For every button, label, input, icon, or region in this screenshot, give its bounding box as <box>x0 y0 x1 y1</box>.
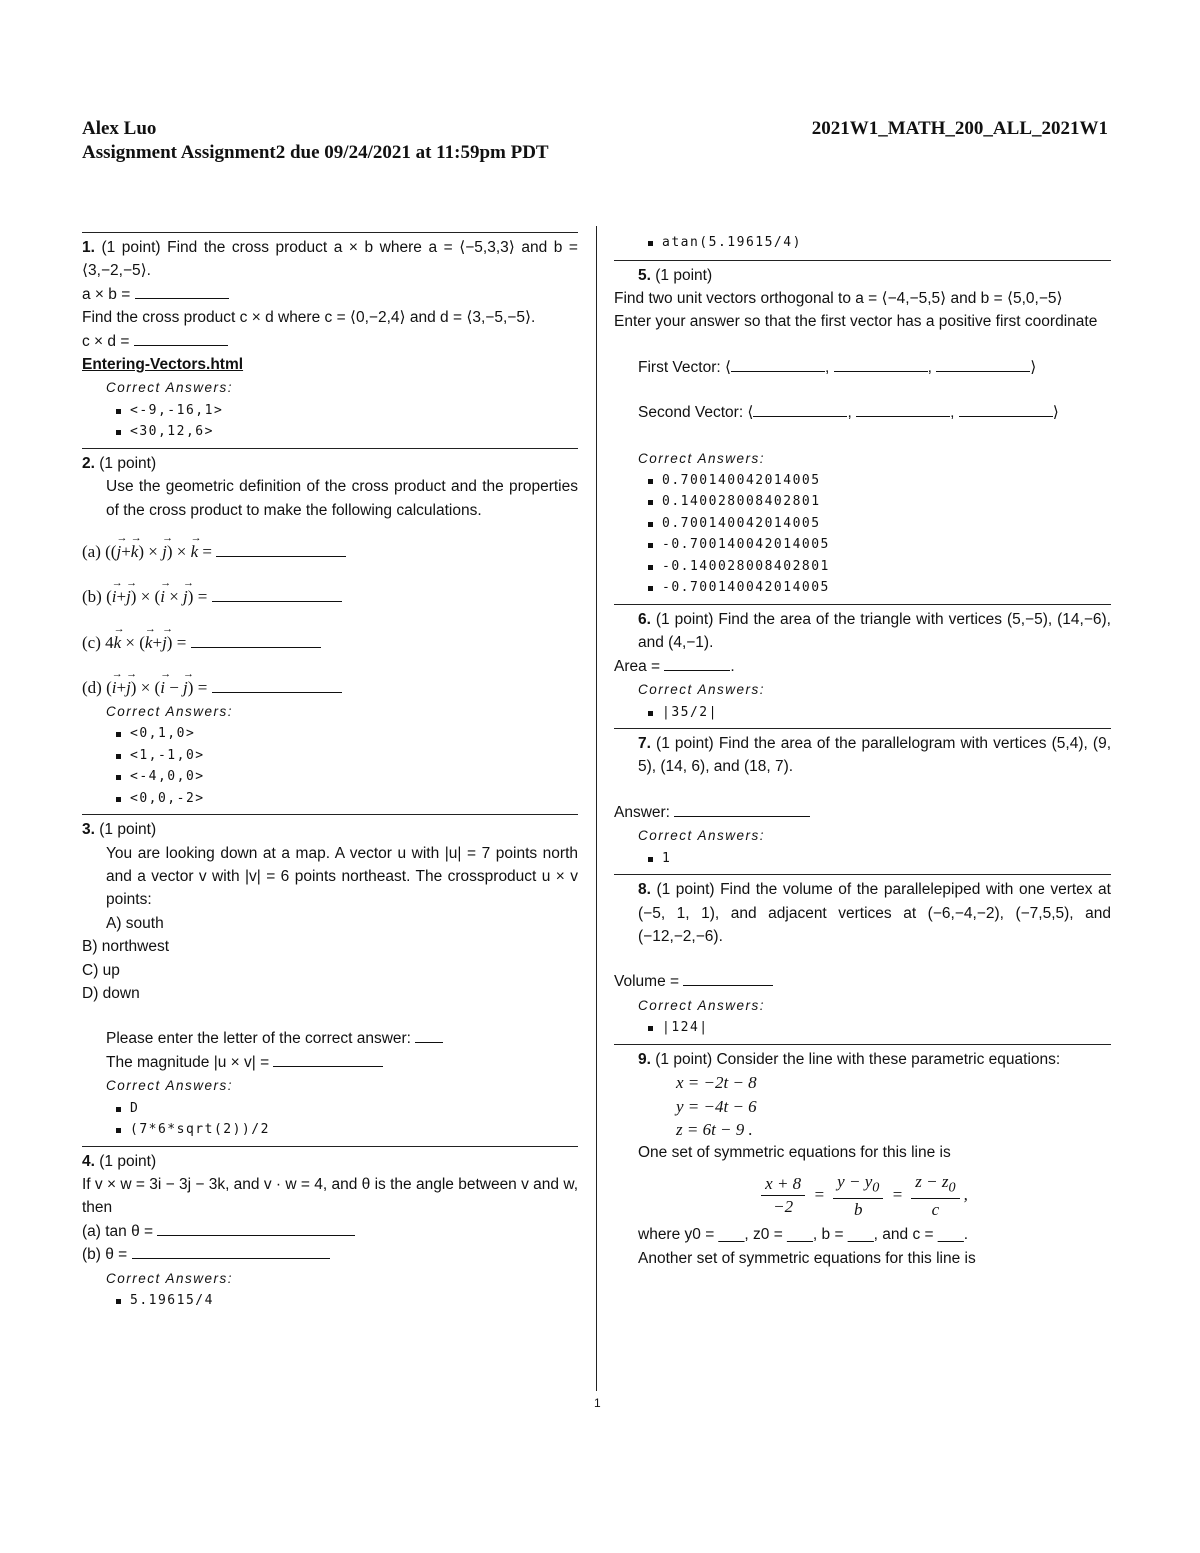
answer-list <box>614 470 1111 599</box>
first-vector-row: First Vector: ⟨ , , ⟩ <box>614 356 1111 379</box>
volume-blank[interactable] <box>683 970 773 986</box>
part-a-label: (a) tan θ = <box>82 1222 154 1240</box>
option-d: D) down <box>82 984 140 1002</box>
problem-number: 9. <box>638 1050 651 1068</box>
answer-list <box>614 848 1111 870</box>
entering-vectors-link[interactable]: Entering-Vectors.html <box>82 356 244 374</box>
right-column <box>614 232 1111 1275</box>
second-vector-x[interactable] <box>753 401 847 417</box>
magnitude-blank[interactable] <box>273 1051 383 1067</box>
problem-number: 7. <box>638 735 651 753</box>
problem-7: 7. (1 point) Find the area of the parallelogram with vertices (5,4), (9, 5), (14, 6), and (18, 7). Answer: Correct Answers: 1 <box>614 728 1111 869</box>
answer-item: atan(5.19615/4) <box>662 232 1111 254</box>
answer-item: |35/2| <box>662 702 1111 724</box>
problem-text: Find the area of the parallelogram with vertices (5,4), (9, 5), (14, 6), and (18, 7). <box>638 735 1112 776</box>
answer-item: -0.700140042014005 <box>662 577 1111 599</box>
correct-answers-label: Correct Answers: <box>106 1078 234 1094</box>
answer-item: <-4,0,0> <box>130 766 578 788</box>
answer-item: 0.140028008402801 <box>662 491 1111 513</box>
letter-prompt: Please enter the letter of the correct answer: <box>106 1030 411 1048</box>
problem-6: 6. (1 point) Find the area of the triangle with vertices (5,−5), (14,−6), and (4,−1). Area = . Correct Answers: |35/2| <box>614 604 1111 723</box>
problem-number: 5. <box>638 266 651 284</box>
second-vector-z[interactable] <box>959 401 1053 417</box>
equation-z: z = 6t − 9 . <box>676 1119 753 1139</box>
problem-text-b: Find the cross product c × d where c = ⟨0,−2,4⟩ and d = ⟨3,−5,−5⟩. <box>82 309 536 327</box>
answer-list <box>82 1290 578 1312</box>
symmetric-equation: $\frac{x + 8}{-2}$ = $\frac{y - y_0}{b}$ = $\frac{z - z_0}{c}$ , <box>614 1171 1111 1221</box>
equation-x: x = −2t − 8 <box>676 1073 757 1093</box>
instruction: Enter your answer so that the first vector has a positive first coordinate <box>614 313 1098 331</box>
answer-item: 5.19615/4 <box>130 1290 578 1312</box>
answer-blank-a[interactable] <box>135 283 229 299</box>
student-name: Alex Luo <box>82 118 157 139</box>
answer-item: -0.700140042014005 <box>662 534 1111 556</box>
answer-item: <-9,-16,1> <box>130 400 578 422</box>
left-column <box>82 232 578 1317</box>
answer-blank-d[interactable] <box>212 677 342 693</box>
part-a: (a) ((j →+k →) × j →) × k → = <box>82 540 578 563</box>
answer-blank-b[interactable] <box>212 586 342 602</box>
problem-text: Find the cross product a × b where a = ⟨−5,3,3⟩ and b = ⟨3,−2,−5⟩. <box>82 239 578 280</box>
problem-8: 8. (1 point) Find the volume of the parallelepiped with one vertex at (−5, 1, 1), and adjacent vertices at (−6,−4,−2), (−7,5,5), and (−12,−2,−6). Volume = Correct Answers: |124| <box>614 874 1111 1039</box>
answer-list <box>82 400 578 443</box>
first-vector-x[interactable] <box>731 356 825 372</box>
option-a: A) south <box>106 914 164 932</box>
letter-blank[interactable] <box>415 1027 443 1043</box>
symmetric-intro: One set of symmetric equations for this line is <box>638 1144 951 1162</box>
part-d: (d) (i →+j →) × (i → − j →) = <box>82 676 578 699</box>
assignment-title: Assignment Assignment2 due 09/24/2021 at 11:59pm PDT <box>82 142 549 163</box>
answer-item: 1 <box>662 848 1111 870</box>
column-divider <box>596 226 597 1391</box>
answer-item: <1,-1,0> <box>130 745 578 767</box>
second-vector-y[interactable] <box>856 401 950 417</box>
problem-9: 9. (1 point) Consider the line with these parametric equations: x = −2t − 8 y = −4t − 6 z = 6t − 9 . One set of symmetric equations for this line is $\frac{x + 8}{-2}$ = $\frac{y - y_0}{b}$ = $\frac{z - z_0}{c}$ , where y0 = ___, z0 = ___, b = ___, and c = ___. Another set of symmetric equations for this line is <box>614 1044 1111 1270</box>
problem-text: Use the geometric definition of the cross product and the properties of the cross product to make the following calculations. <box>106 478 578 519</box>
first-vector-z[interactable] <box>936 356 1030 372</box>
answer-blank[interactable] <box>674 801 810 817</box>
correct-answers-label: Correct Answers: <box>638 450 766 466</box>
problem-number: 8. <box>638 881 651 899</box>
second-vector-row: Second Vector: ⟨ , , ⟩ <box>614 401 1111 424</box>
answer-item: <30,12,6> <box>130 421 578 443</box>
option-b: B) northwest <box>82 938 170 956</box>
correct-answers-label: Correct Answers: <box>638 997 766 1013</box>
prompt-b: c × d = <box>82 332 130 350</box>
problem-text: Find two unit vectors orthogonal to a = ⟨−4,−5,5⟩ and b = ⟨5,0,−5⟩ <box>614 289 1063 307</box>
problem-number: 3. <box>82 821 95 839</box>
problem-3: 3. (1 point) You are looking down at a map. A vector u with |u| = 7 points north and a vector v with |v| = 6 points northeast. The crossproduct u × v points: A) south B) northwest C) up D) down Please enter the letter of the correct answer: The magnitude |u × v| = Correct Answers: D (7*6*sqrt(2))/2 <box>82 814 578 1140</box>
answer-list <box>82 723 578 809</box>
correct-answers-label: Correct Answers: <box>106 703 234 719</box>
magnitude-prompt: The magnitude |u × v| = <box>106 1053 270 1071</box>
option-c: C) up <box>82 961 120 979</box>
answer-list <box>614 702 1111 724</box>
prompt-a: a × b = <box>82 285 131 303</box>
correct-answers-label: Correct Answers: <box>638 828 766 844</box>
answer-prompt: Answer: <box>614 803 670 821</box>
where-line: where y0 = ___, z0 = ___, b = ___, and c = ___. <box>638 1226 969 1244</box>
correct-answers-label: Correct Answers: <box>638 682 766 698</box>
equation-y: y = −4t − 6 <box>676 1096 757 1116</box>
answer-item: <0,1,0> <box>130 723 578 745</box>
answer-blank-c[interactable] <box>191 632 321 648</box>
answer-item: 0.700140042014005 <box>662 470 1111 492</box>
area-prompt: Area = <box>614 657 661 675</box>
another-set: Another set of symmetric equations for this line is <box>638 1249 976 1267</box>
problem-text: Consider the line with these parametric equations: <box>716 1050 1061 1068</box>
answer-blank-a[interactable] <box>216 541 346 557</box>
answer-item: -0.140028008402801 <box>662 556 1111 578</box>
answer-blank-b[interactable] <box>134 330 228 346</box>
answer-item: <0,0,-2> <box>130 788 578 810</box>
answer-list <box>82 1098 578 1141</box>
problem-text: If v × w = 3i − 3j − 3k, and v · w = 4, and θ is the angle between v and w, then <box>82 1175 578 1217</box>
problem-4: 4. (1 point) If v × w = 3i − 3j − 3k, and v · w = 4, and θ is the angle between v and w, then (a) tan θ = (b) θ = Correct Answers: 5.19615/4 <box>82 1146 578 1312</box>
page-number: 1 <box>594 1396 601 1410</box>
problem-text: Find the area of the triangle with vertices (5,−5), (14,−6), and (4,−1). <box>638 610 1111 652</box>
problem-number: 4. <box>82 1152 95 1170</box>
correct-answers-label: Correct Answers: <box>106 380 234 396</box>
first-vector-y[interactable] <box>834 356 928 372</box>
part-b: (b) (i →+j →) × (i → × j →) = <box>82 585 578 608</box>
correct-answers-label: Correct Answers: <box>106 1270 234 1286</box>
problem-5: 5. (1 point) Find two unit vectors orthogonal to a = ⟨−4,−5,5⟩ and b = ⟨5,0,−5⟩ Enter your answer so that the first vector has a positive first coordinate First Vector: ⟨ , , ⟩ Second Vector: ⟨ , , ⟩ Correct Answers: 0.700140042014005 0.140028008402801 0.700140042014005 -0.700140042014005 -0.140028008402801 -0.700140042014005 <box>614 260 1111 599</box>
problem-text: Find the volume of the parallelepiped with one vertex at (−5, 1, 1), and adjacent vertices at (−6,−4,−2), (−7,5,5), and (−12,−2,−6). <box>638 881 1111 945</box>
answer-list <box>614 1017 1111 1039</box>
answer-item: (7*6*sqrt(2))/2 <box>130 1119 578 1141</box>
problem-text: You are looking down at a map. A vector u with |u| = 7 points north and a vector v with |v| = 6 points northeast. The crossproduct u × v points: <box>106 844 578 909</box>
problem-number: 1. <box>82 239 95 256</box>
problem-2: 2. (1 point) Use the geometric definition of the cross product and the properties of the cross product to make the following calculations. (a) ((j →+k →) × j →) × k → = (b) (i →+j →) × (i → × j →) = (c) 4k → × (k →+j →) = (d) (i →+j →) × (i → − j →) = Correct Answers: <0,1,0> <1,-1,0> <-4,0,0> <0,0,-2> <box>82 448 578 809</box>
problem-number: 2. <box>82 454 95 472</box>
course-code: 2021W1_MATH_200_ALL_2021W1 <box>811 118 1108 139</box>
answer-item: 0.700140042014005 <box>662 513 1111 535</box>
volume-prompt: Volume = <box>614 973 680 991</box>
problem-1: 1. (1 point) Find the cross product a × b where a = ⟨−5,3,3⟩ and b = ⟨3,−2,−5⟩. a × b = Find the cross product c × d where c = ⟨0,−2,4⟩ and d = ⟨3,−5,−5⟩. c × d = Entering-Vectors.html Correct Answers: <-9,-16,1> <30,12,6> <box>82 232 578 443</box>
answer-list-continued <box>614 232 1111 254</box>
part-b-label: (b) θ = <box>82 1246 128 1264</box>
answer-blank-b[interactable] <box>132 1243 330 1259</box>
area-blank[interactable] <box>664 655 730 671</box>
problem-number: 6. <box>638 610 651 628</box>
answer-item: |124| <box>662 1017 1111 1039</box>
answer-blank-a[interactable] <box>157 1220 355 1236</box>
answer-item: D <box>130 1098 578 1120</box>
part-c: (c) 4k → × (k →+j →) = <box>82 631 578 654</box>
